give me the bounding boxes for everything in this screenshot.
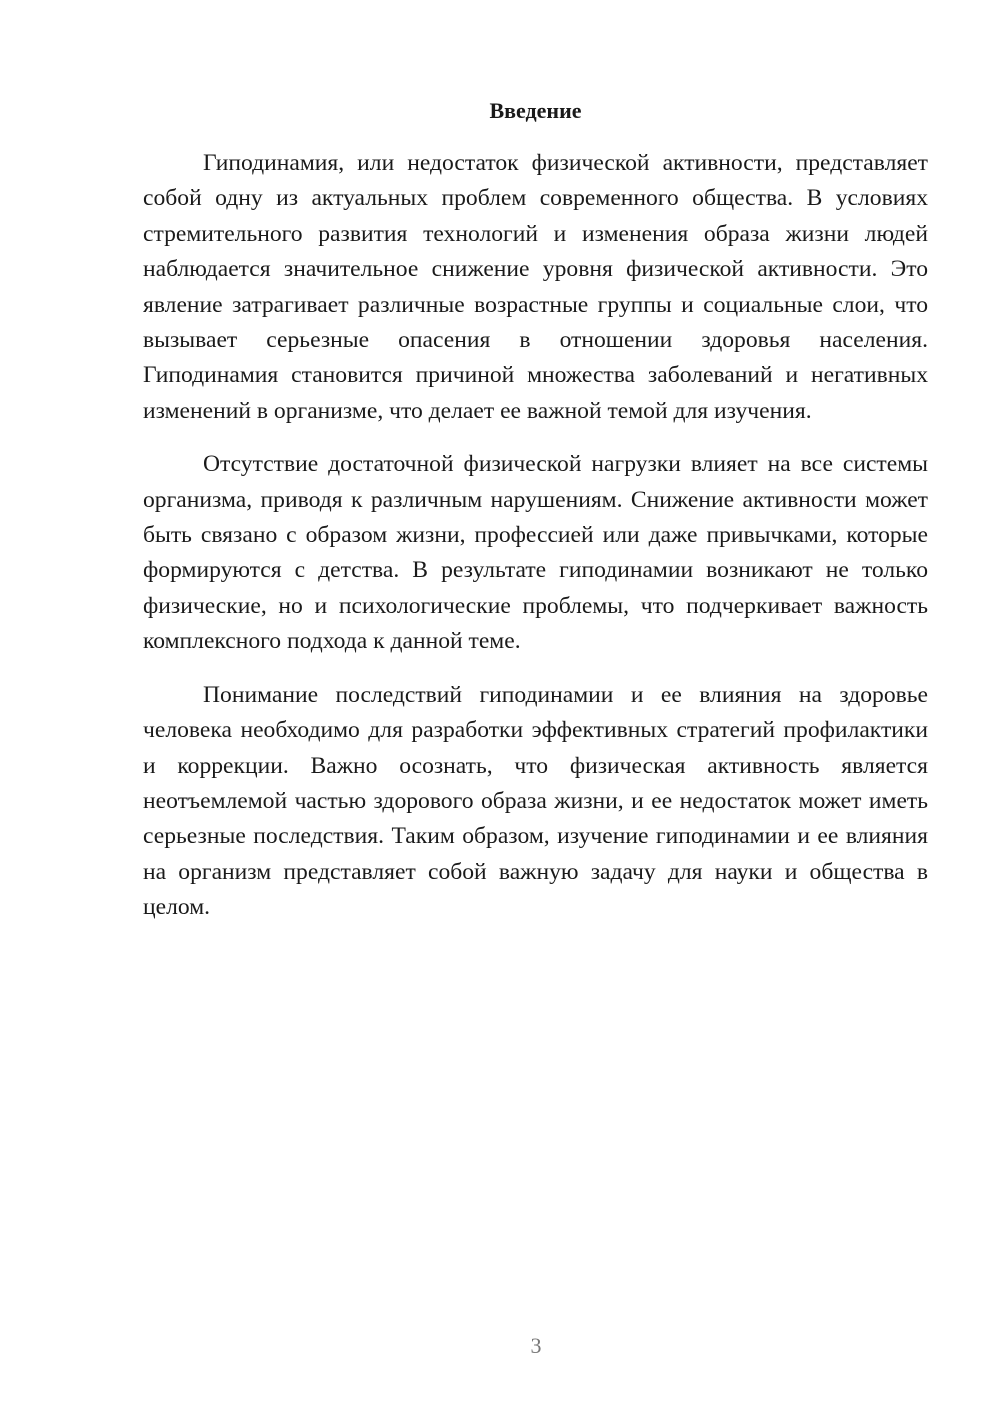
paragraph-3: Понимание последствий гиподинамии и ее влияния на здоровье человека необходимо для разработки эффективных стратегий профилактики и коррекции. Важно осознать, что физическая активность является неотъемлемой частью здорового образа жизни, и ее недостаток может иметь серьезные последствия. Таким образом, изучение гиподинамии и ее влияния на организм представляет собой важную задачу для науки и общества в целом. — [143, 681, 928, 921]
page-content — [143, 96, 928, 944]
section-title: Введение — [489, 98, 582, 123]
page-number: 3 — [530, 1333, 542, 1358]
paragraph-2: Отсутствие достаточной физической нагрузки влияет на все системы организма, приводя к различным нарушениям. Снижение активности может быть связано с образом жизни, профессией или даже привычками, которые формируются с детства. В результате гиподинамии возникают не только физические, но и психологические проблемы, что подчеркивает важность комплексного подхода к данной теме. — [143, 451, 928, 655]
paragraph-1: Гиподинамия, или недостаток физической активности, представляет собой одну из актуальных проблем современного общества. В условиях стремительного развития технологий и изменения образа жизни людей наблюдается значительное снижение уровня физической активности. Это явление затрагивает различные возрастные группы и социальные слои, что вызывает серьезные опасения в отношении здоровья населения. Гиподинамия становится причиной множества заболеваний и негативных изменений в организме, что делает ее важной темой для изучения. — [143, 150, 928, 424]
